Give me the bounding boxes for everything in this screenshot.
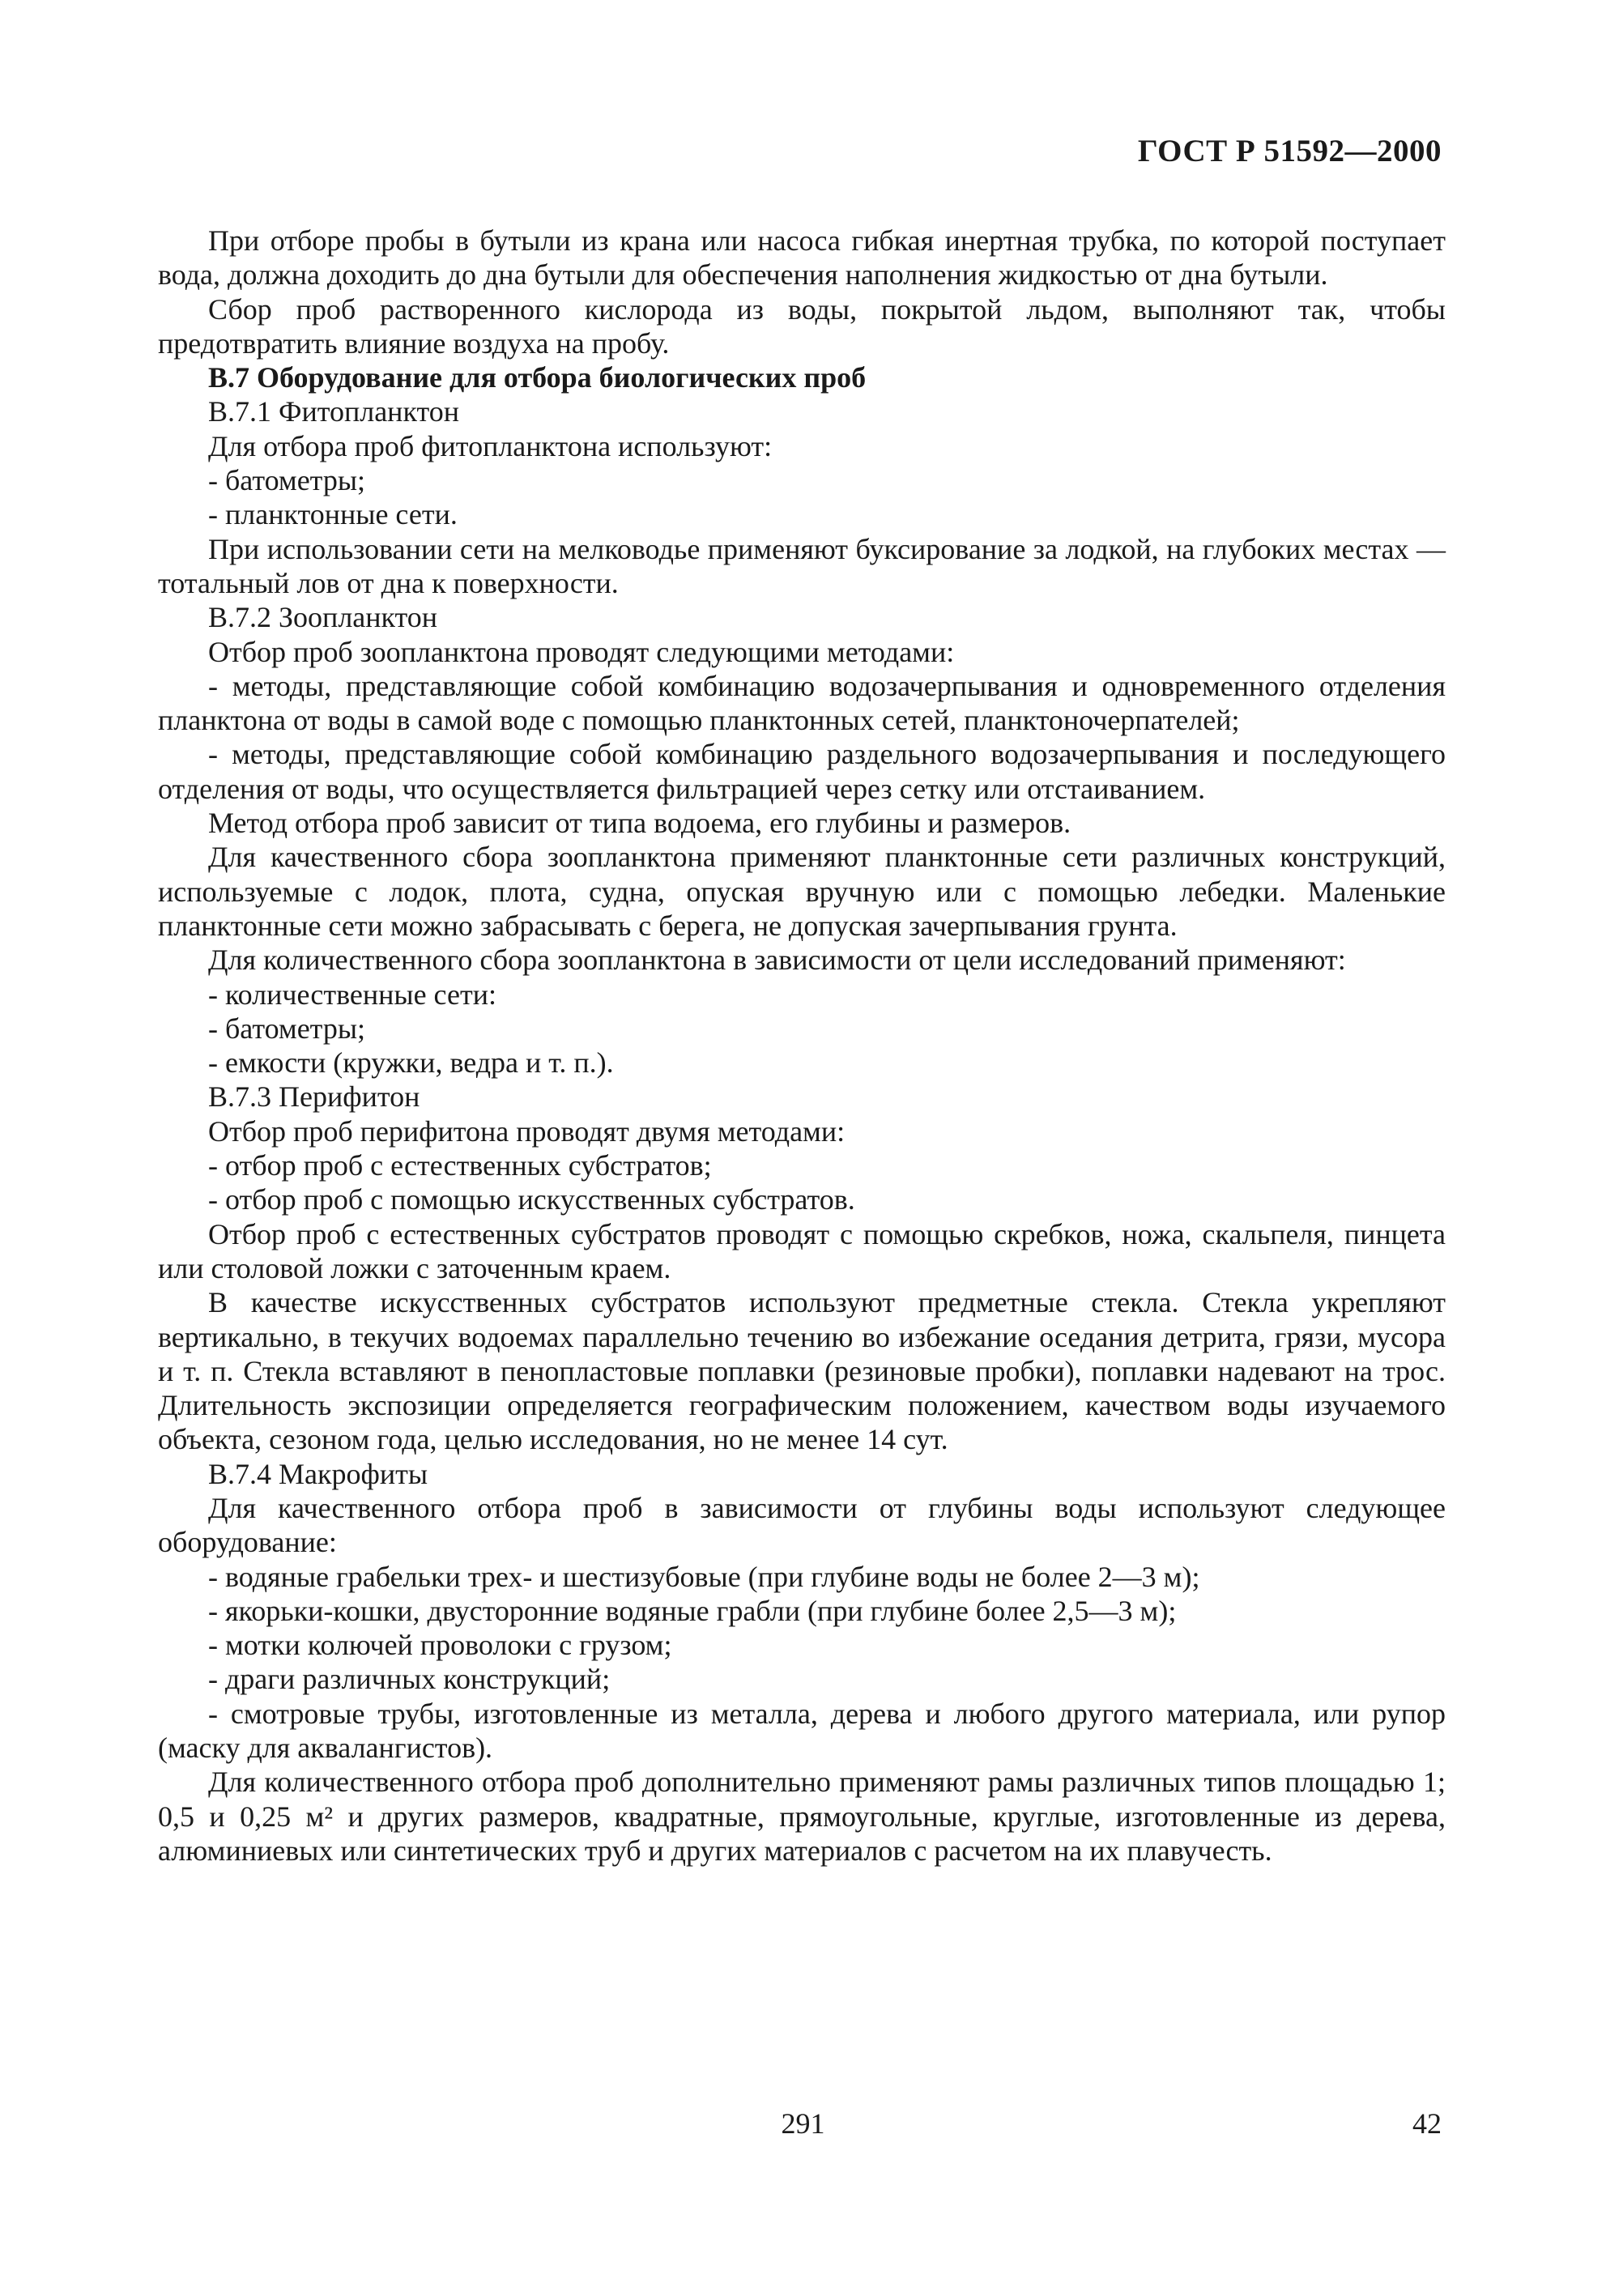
paragraph: Отбор проб с естественных субстратов проводят с помощью скребков, ножа, скальпеля, пинцета или столовой ложки с заточенным краем.	[158, 1217, 1446, 1284]
paragraph: Метод отбора проб зависит от типа водоема, его глубины и размеров.	[208, 807, 1071, 840]
list-item: - количественные сети:	[208, 978, 496, 1011]
list-item: - якорьки-кошки, двусторонние водяные грабли (при глубине более 2,5—3 м);	[208, 1594, 1177, 1627]
list-item: - батометры;	[208, 1012, 366, 1045]
paragraph: При отборе пробы в бутыли из крана или насоса гибкая инертная трубка, по которой поступает вода, должна доходить до дна бутыли для обеспечения наполнения жидкостью от дна бутыли.	[158, 224, 1446, 292]
page-number-right: 42	[1412, 2107, 1442, 2140]
list-item: - водяные грабельки трех- и шестизубовые (при глубине воды не более 2—3 м);	[208, 1560, 1200, 1593]
page-number-center: 291	[781, 2107, 825, 2140]
list-item: - планктонные сети.	[208, 498, 458, 531]
subsection-heading: В.7.1 Фитопланктон	[208, 395, 459, 428]
paragraph: Сбор проб растворенного кислорода из воды, покрытой льдом, выполняют так, чтобы предотвратить влияние воздуха на пробу.	[158, 292, 1446, 360]
paragraph: Для качественного отбора проб в зависимости от глубины воды используют следующее оборудование:	[158, 1491, 1446, 1559]
paragraph: При использовании сети на мелководье применяют буксирование за лодкой, на глубоких местах — тотальный лов от дна к поверхности.	[158, 532, 1446, 599]
paragraph: Отбор проб перифитона проводят двумя методами:	[208, 1114, 846, 1148]
list-item: - методы, представляющие собой комбинацию раздельного водозачерпывания и последующего отделения от воды, что осуществляется фильтрацией через сетку или отстаиванием.	[158, 738, 1446, 805]
paragraph: Для отбора проб фитопланктона используют:	[208, 429, 773, 462]
subsection-heading: В.7.3 Перифитон	[208, 1080, 420, 1114]
list-item: - батометры;	[208, 464, 366, 497]
list-item: - драги различных конструкций;	[208, 1663, 611, 1696]
list-item: - смотровые трубы, изготовленные из металла, дерева и любого другого материала, или рупор (маску для аквалангистов).	[158, 1697, 1446, 1765]
subsection-heading: В.7.4 Макрофиты	[208, 1457, 428, 1490]
paragraph: В качестве искусственных субстратов используют предметные стекла. Стекла укрепляют вертикально, в текучих водоемах параллельно течению во избежание оседания детрита, грязи, мусора и т. п. Стекла вставляют в пенопластовые поплавки (резиновые пробки), поплавки надевают на трос. Длительность экспозиции определяется географическим положением, качеством воды изучаемого объекта, сезоном года, целью исследования, но не менее 14 сут.	[158, 1286, 1446, 1456]
list-item: - мотки колючей проволоки с грузом;	[208, 1629, 672, 1662]
paragraph: Для количественного отбора проб дополнительно применяют рамы различных типов площадью 1; 0,5 и 0,25 м² и других размеров, квадратные, прямоугольные, круглые, изготовленные из дерева, алюминиевых или синтетических труб и других материалов с расчетом на их плавучесть.	[158, 1766, 1446, 1867]
paragraph: Для количественного сбора зоопланктона в зависимости от цели исследований применяют:	[208, 944, 1346, 977]
list-item: - отбор проб с естественных субстратов;	[208, 1149, 712, 1182]
document-body	[158, 224, 1446, 1868]
list-item: - емкости (кружки, ведра и т. п.).	[208, 1046, 614, 1080]
subsection-heading: В.7.2 Зоопланктон	[208, 601, 438, 634]
paragraph: Для качественного сбора зоопланктона применяют планктонные сети различных конструкций, используемые с лодок, плота, судна, опуская вручную или с помощью лебедки. Маленькие планктонные сети можно забрасывать с берега, не допуская зачерпывания грунта.	[158, 841, 1446, 942]
list-item: - отбор проб с помощью искусственных субстратов.	[208, 1183, 855, 1216]
section-heading: В.7 Оборудование для отбора биологических проб	[208, 361, 867, 394]
document-code-header: ГОСТ Р 51592—2000	[1137, 134, 1442, 168]
paragraph: Отбор проб зоопланктона проводят следующими методами:	[208, 635, 955, 668]
list-item: - методы, представляющие собой комбинацию водозачерпывания и одновременного отделения планктона от воды в самой воде с помощью планктонных сетей, планктоночерпателей;	[158, 669, 1446, 737]
